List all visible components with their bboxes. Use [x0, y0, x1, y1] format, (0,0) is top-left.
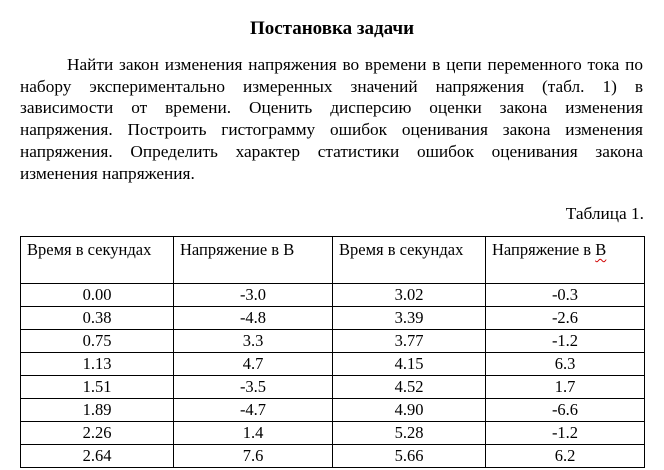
time-2-cell: 4.90: [333, 399, 486, 422]
header-voltage-1-unit: В: [283, 240, 295, 259]
table-header-row: [21, 237, 645, 284]
voltage-2-cell: -2.6: [486, 307, 645, 330]
time-1-cell: 0.75: [21, 330, 174, 353]
table-row: [21, 399, 645, 422]
table-row: [21, 445, 645, 468]
time-2-cell: 5.66: [333, 445, 486, 468]
voltage-2-cell: -6.6: [486, 399, 645, 422]
time-2-cell: 3.39: [333, 307, 486, 330]
table-row: [21, 353, 645, 376]
voltage-1-cell: 1.4: [174, 422, 333, 445]
voltage-1-cell: 7.6: [174, 445, 333, 468]
voltage-1-cell: 3.3: [174, 330, 333, 353]
header-voltage-2-unit: В: [595, 240, 607, 259]
header-voltage-2: [486, 237, 645, 284]
voltage-2-cell: -0.3: [486, 284, 645, 307]
time-2-cell: 3.02: [333, 284, 486, 307]
voltage-1-cell: -3.0: [174, 284, 333, 307]
time-1-cell: 1.13: [21, 353, 174, 376]
time-2-cell: 4.52: [333, 376, 486, 399]
voltage-1-cell: -4.8: [174, 307, 333, 330]
voltage-2-cell: 6.2: [486, 445, 645, 468]
voltage-1-cell: -4.7: [174, 399, 333, 422]
table-row: [21, 422, 645, 445]
header-voltage-2-prefix: Напряжение в: [492, 240, 596, 259]
voltage-1-cell: 4.7: [174, 353, 333, 376]
time-1-cell: 2.26: [21, 422, 174, 445]
task-paragraph: Найти закон изменения напряжения во времени в цепи переменного тока по набору экспериментально измеренных значений напряжения (табл. 1) в зависимости от времени. Оценить дисперсию оценки закона изменения напряжения. Построить гистограмму ошибок оценивания закона изменения напряжения. Определить характер статистики ошибок оценивания закона изменения напряжения.: [20, 55, 643, 183]
data-table: [20, 236, 645, 468]
header-time-2: Время в секундах: [333, 237, 486, 284]
table-row: [21, 330, 645, 353]
header-voltage-1-prefix: Напряжение в: [180, 240, 284, 259]
table-caption: Таблица 1.: [565, 204, 644, 223]
table-row: [21, 307, 645, 330]
header-time-1: Время в секундах: [21, 237, 174, 284]
time-1-cell: 0.00: [21, 284, 174, 307]
time-1-cell: 2.64: [21, 445, 174, 468]
time-1-cell: 0.38: [21, 307, 174, 330]
voltage-2-cell: -1.2: [486, 422, 645, 445]
voltage-2-cell: 6.3: [486, 353, 645, 376]
time-2-cell: 4.15: [333, 353, 486, 376]
document-title: Постановка задачи: [249, 18, 415, 39]
table-row: [21, 284, 645, 307]
voltage-1-cell: -3.5: [174, 376, 333, 399]
voltage-2-cell: -1.2: [486, 330, 645, 353]
header-voltage-1: [174, 237, 333, 284]
time-2-cell: 5.28: [333, 422, 486, 445]
voltage-2-cell: 1.7: [486, 376, 645, 399]
time-1-cell: 1.51: [21, 376, 174, 399]
table-row: [21, 376, 645, 399]
time-1-cell: 1.89: [21, 399, 174, 422]
time-2-cell: 3.77: [333, 330, 486, 353]
